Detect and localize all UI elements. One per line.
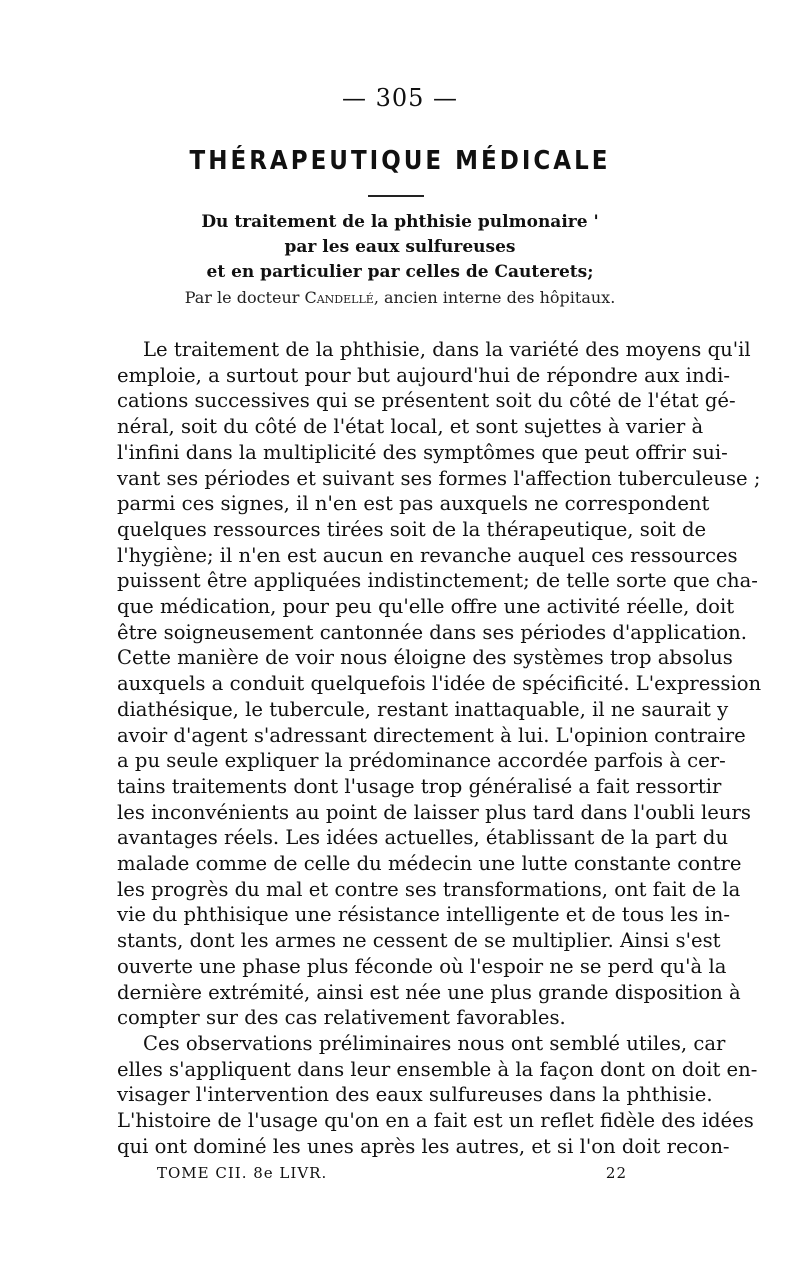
body-line: puissent être appliquées indistinctement; de telle sorte que cha- — [117, 569, 758, 593]
body-line: quelques ressources tirées soit de la thérapeutique, soit de — [117, 517, 707, 541]
body-line: auxquels a conduit quelquefois l'idée de spécificité. L'expression — [117, 672, 762, 696]
body-line: tains traitements dont l'usage trop généralisé a fait ressortir — [117, 774, 722, 798]
body-line: Ces observations préliminaires nous ont semblé utiles, car — [143, 1031, 726, 1055]
article-subtitle — [0, 210, 800, 285]
body-line: emploie, a surtout pour but aujourd'hui de répondre aux indi- — [117, 363, 730, 387]
footer-volume: TOME CII. 8e LIVR. — [157, 1164, 328, 1182]
body-line: vie du phthisique une résistance intelligente et de tous les in- — [117, 903, 731, 927]
body-line: que médication, pour peu qu'elle offre une activité réelle, doit — [117, 595, 735, 619]
body-line: visager l'intervention des eaux sulfureuses dans la phthisie. — [117, 1083, 713, 1107]
author-line — [0, 288, 800, 307]
body-line: l'hygiène; il n'en est aucun en revanche auquel ces ressources — [117, 543, 738, 567]
author-name: Candellé — [304, 288, 374, 307]
page-number: — 305 — — [341, 84, 459, 112]
body-line: avantages réels. Les idées actuelles, établissant de la part du — [117, 826, 729, 850]
footer-signature: 22 — [605, 1164, 627, 1182]
subtitle-line: et en particulier par celles de Cauterets; — [206, 262, 594, 282]
subtitle-line: par les eaux sulfureuses — [284, 237, 516, 257]
body-line: Le traitement de la phthisie, dans la variété des moyens qu'il — [143, 338, 751, 361]
body-line: ouverte une phase plus féconde où l'espoir ne se perd qu'à la — [117, 954, 727, 978]
body-line: compter sur des cas relativement favorables. — [117, 1006, 566, 1030]
body-line: Cette manière de voir nous éloigne des systèmes trop absolus — [117, 646, 733, 670]
body-line: cations successives qui se présentent soit du côté de l'état gé- — [117, 389, 736, 413]
body-line: elles s'appliquent dans leur ensemble à la façon dont on doit en- — [117, 1057, 758, 1081]
body-line: parmi ces signes, il n'en est pas auxquels ne correspondent — [117, 492, 710, 516]
author-suffix: , ancien interne des hôpitaux. — [373, 288, 616, 307]
subtitle-line: Du traitement de la phthisie pulmonaire ' — [201, 212, 599, 232]
body-line: néral, soit du côté de l'état local, et sont sujettes à varier à — [117, 415, 704, 439]
body-line: malade comme de celle du médecin une lutte constante contre — [117, 852, 742, 876]
section-title: THÉRAPEUTIQUE MÉDICALE — [189, 146, 611, 176]
body-line: avoir d'agent s'adressant directement à lui. L'opinion contraire — [117, 723, 746, 747]
body-line: les inconvénients au point de laisser plus tard dans l'oubli leurs — [117, 800, 751, 824]
body-line: diathésique, le tubercule, restant inattaquable, il ne saurait y — [117, 697, 729, 721]
body-line: l'infini dans la multiplicité des symptômes que peut offrir sui- — [117, 440, 728, 464]
body-line: dernière extrémité, ainsi est née une plus grande disposition à — [117, 980, 741, 1004]
body-line: vant ses périodes et suivant ses formes l'affection tuberculeuse ; — [117, 466, 761, 490]
body-text — [117, 337, 762, 1160]
body-line: stants, dont les armes ne cessent de se multiplier. Ainsi s'est — [117, 929, 721, 953]
body-line: a pu seule expliquer la prédominance accordée parfois à cer- — [117, 749, 726, 773]
body-line: L'histoire de l'usage qu'on en a fait est un reflet fidèle des idées — [117, 1109, 754, 1133]
body-line: les progrès du mal et contre ses transformations, ont fait de la — [117, 877, 741, 901]
body-line: qui ont dominé les unes après les autres, et si l'on doit recon- — [117, 1134, 730, 1158]
author-prefix: Par le docteur — [184, 288, 300, 307]
body-line: être soigneusement cantonnée dans ses périodes d'application. — [117, 620, 748, 644]
title-rule — [368, 195, 424, 197]
